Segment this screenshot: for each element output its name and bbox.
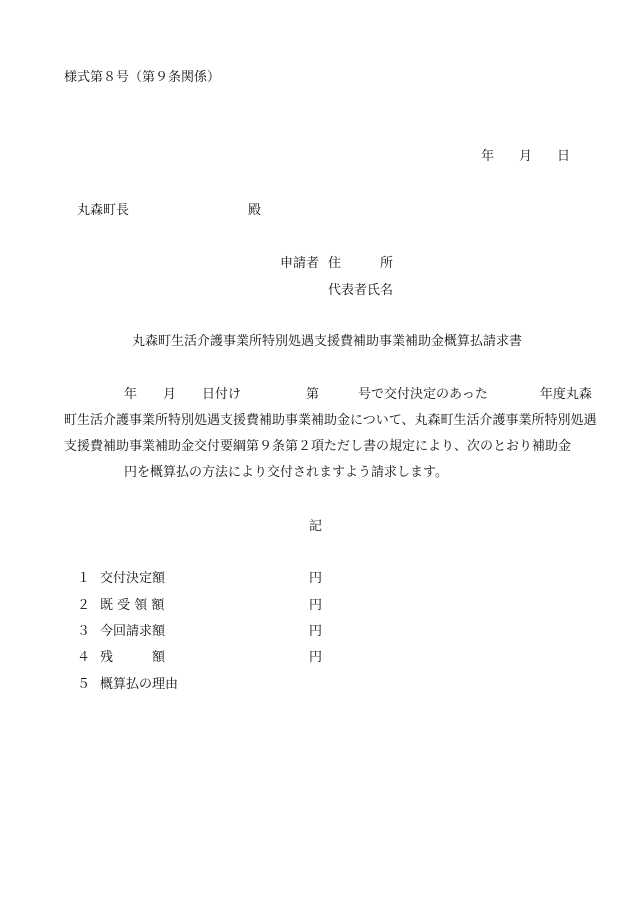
item-number: ２ <box>77 598 91 613</box>
item-unit: 円 <box>309 598 323 613</box>
form-label: 様式第８号（第９条関係） <box>64 70 221 85</box>
document-title: 丸森町生活介護事業所特別処遇支援費補助事業補助金概算払請求書 <box>132 334 523 349</box>
item-label: 概算払の理由 <box>100 677 179 692</box>
addressee-name: 丸森町長 <box>77 203 130 218</box>
applicant-address: 住 所 <box>328 256 394 271</box>
body-line-2: 町生活介護事業所特別処遇支援費補助事業補助金について、丸森町生活介護事業所特別処遇 <box>64 413 597 428</box>
addressee-honorific: 殿 <box>248 203 262 218</box>
date-day: 日 <box>557 149 571 164</box>
item-number: ４ <box>77 650 91 665</box>
item-label: 既 受 領 額 <box>100 598 165 613</box>
item-unit: 円 <box>309 624 323 639</box>
body-line-4: 円を概算払の方法により交付されますよう請求します。 <box>124 465 448 480</box>
applicant-label: 申請者 <box>280 256 320 271</box>
item-label: 交付決定額 <box>100 571 166 586</box>
date-month: 月 <box>519 149 533 164</box>
item-number: １ <box>77 571 91 586</box>
body-line-3: 支援費補助事業補助金交付要綱第９条第２項ただし書の規定により、次のとおり補助金 <box>64 439 572 454</box>
body-line-1: 年 月 日付け 第 号で交付決定のあった 年度丸森 <box>124 387 592 402</box>
item-unit: 円 <box>309 650 323 665</box>
item-number: ３ <box>77 624 91 639</box>
applicant-rep: 代表者氏名 <box>328 283 394 298</box>
item-label: 残 額 <box>100 650 166 665</box>
item-label: 今回請求額 <box>100 624 166 639</box>
item-unit: 円 <box>309 571 323 586</box>
item-number: ５ <box>77 677 91 692</box>
date-year: 年 <box>481 149 495 164</box>
ki-heading: 記 <box>309 519 323 534</box>
